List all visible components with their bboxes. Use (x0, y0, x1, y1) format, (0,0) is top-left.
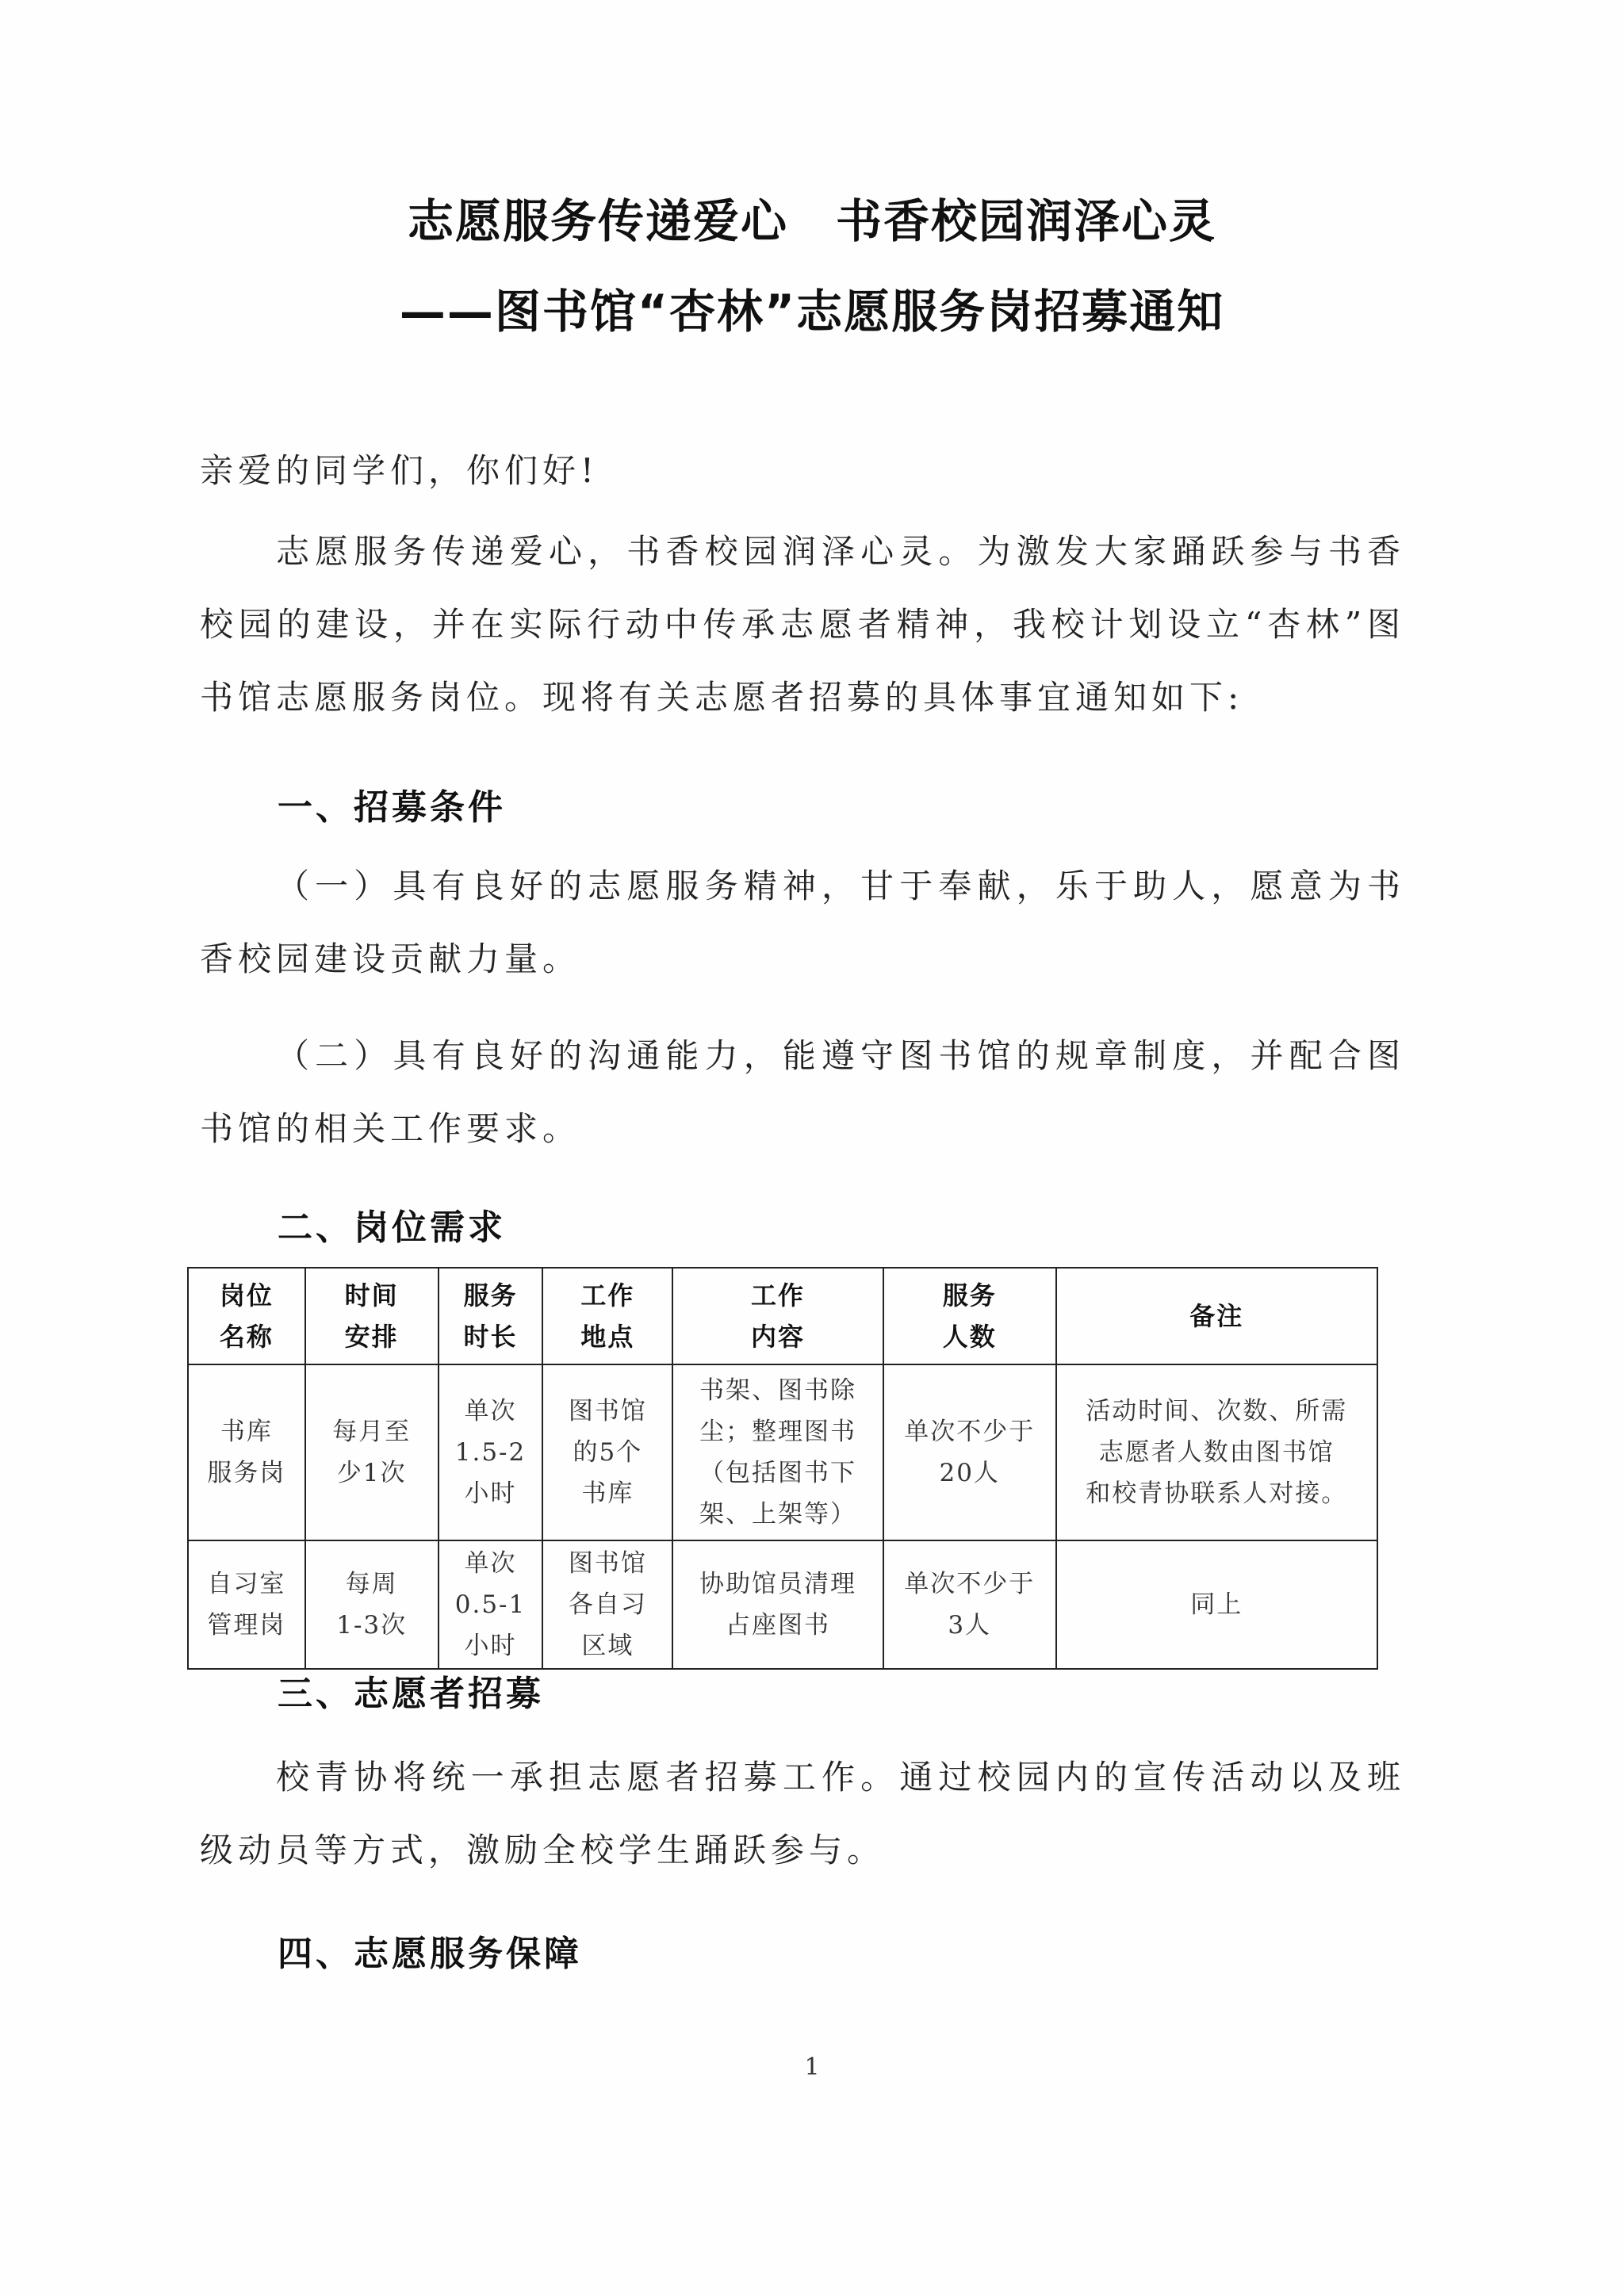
table-header-cell (883, 1268, 1056, 1364)
cell-text: 区域 (581, 1632, 634, 1660)
cell-text: 服务岗 (207, 1459, 286, 1487)
table-header-cell (1056, 1268, 1377, 1364)
table-row (188, 1540, 1377, 1669)
table-header-cell (542, 1268, 672, 1364)
cell-text: 活动时间、次数、所需 (1086, 1397, 1348, 1425)
title-line-1: 志愿服务传递爱心 书香校园润泽心灵 (407, 194, 1216, 248)
table-header-cell (305, 1268, 439, 1364)
cell-text: 每周 (345, 1570, 398, 1598)
header-text: 内容 (751, 1322, 806, 1352)
table-cell (439, 1364, 543, 1540)
cell-text: 同上 (1190, 1590, 1243, 1619)
table-cell (439, 1540, 543, 1669)
cell-text: 0.5-1 (454, 1590, 527, 1619)
greeting: 亲爱的同学们，你们好! (200, 451, 599, 490)
condition-item-1: （一）具有良好的志愿服务精神，甘于奉献，乐于助人，愿意为书香校园建设贡献力量。 (200, 867, 1405, 978)
recruitment-paragraph: 校青协将统一承担志愿者招募工作。通过校园内的宣传活动以及班级动员等方式，激励全校学生踊跃参与。 (200, 1758, 1405, 1869)
cell-text: 图书馆 (568, 1549, 647, 1578)
table-header-cell (672, 1268, 883, 1364)
header-text: 岗位 (219, 1280, 274, 1311)
positions-table (187, 1267, 1378, 1670)
table-row (188, 1364, 1377, 1540)
cell-text: 图书馆 (568, 1397, 647, 1425)
table-cell (672, 1364, 883, 1540)
table-header-cell (439, 1268, 543, 1364)
table-header-cell (188, 1268, 305, 1364)
table-cell (883, 1364, 1056, 1540)
page-number: 1 (804, 2053, 820, 2081)
header-text: 工作 (580, 1280, 635, 1311)
header-text: 名称 (219, 1322, 274, 1352)
cell-text: 占座图书 (726, 1611, 831, 1640)
cell-text: 架、上架等） (699, 1500, 857, 1529)
title-line-2: ——图书馆“杏林”志愿服务岗招募通知 (399, 285, 1225, 339)
table-cell (883, 1540, 1056, 1669)
cell-text: 志愿者人数由图书馆 (1098, 1438, 1335, 1467)
cell-text: 自习室 (207, 1570, 286, 1598)
table-cell (672, 1540, 883, 1669)
header-text: 备注 (1189, 1301, 1244, 1331)
cell-text: （包括图书下 (699, 1459, 857, 1487)
cell-text: 单次不少于 (904, 1418, 1036, 1446)
section-heading-recruitment: 三、志愿者招募 (278, 1674, 544, 1714)
table-cell (188, 1364, 305, 1540)
table-body (188, 1364, 1377, 1669)
header-text: 时长 (463, 1322, 518, 1352)
header-text: 地点 (580, 1322, 635, 1352)
table-header-row (188, 1268, 1377, 1364)
table-cell (305, 1540, 439, 1669)
header-text: 安排 (344, 1322, 399, 1352)
cell-text: 少1次 (336, 1459, 407, 1487)
table-cell (1056, 1364, 1377, 1540)
header-text: 服务 (463, 1280, 518, 1311)
cell-text: 20人 (939, 1459, 1000, 1487)
cell-text: 小时 (464, 1479, 517, 1508)
cell-text: 每月至 (332, 1418, 412, 1446)
cell-text: 书架、图书除 (699, 1376, 857, 1405)
cell-text: 单次 (464, 1549, 517, 1578)
intro-paragraph: 志愿服务传递爱心，书香校园润泽心灵。为激发大家踊跃参与书香校园的建设，并在实际行动中传承志愿者精神，我校计划设立“杏林”图书馆志愿服务岗位。现将有关志愿者招募的具体事宜通知如下: (200, 532, 1405, 717)
header-text: 时间 (344, 1280, 399, 1311)
cell-text: 的5个 (573, 1438, 643, 1467)
header-text: 服务 (942, 1280, 997, 1311)
cell-text: 书库 (581, 1479, 634, 1508)
section-heading-guarantee: 四、志愿服务保障 (278, 1934, 582, 1974)
table-cell (1056, 1540, 1377, 1669)
header-text: 人数 (942, 1322, 997, 1352)
cell-text: 尘；整理图书 (699, 1418, 857, 1446)
table-cell (542, 1364, 672, 1540)
header-text: 工作 (751, 1280, 806, 1311)
cell-text: 单次 (464, 1397, 517, 1425)
cell-text: 1.5-2 (454, 1438, 527, 1467)
condition-item-2: （二）具有良好的沟通能力，能遵守图书馆的规章制度，并配合图书馆的相关工作要求。 (200, 1036, 1405, 1148)
section-heading-conditions: 一、招募条件 (278, 787, 506, 828)
cell-text: 管理岗 (207, 1611, 286, 1640)
section-heading-positions: 二、岗位需求 (278, 1207, 506, 1248)
cell-text: 协助馆员清理 (699, 1570, 857, 1598)
table-cell (542, 1540, 672, 1669)
cell-text: 小时 (464, 1632, 517, 1660)
cell-text: 1-3次 (336, 1611, 408, 1640)
cell-text: 各自习 (568, 1590, 647, 1619)
table-cell (305, 1364, 439, 1540)
table-cell (188, 1540, 305, 1669)
cell-text: 单次不少于 (904, 1570, 1036, 1598)
cell-text: 书库 (220, 1418, 273, 1446)
cell-text: 和校青协联系人对接。 (1086, 1479, 1348, 1508)
cell-text: 3人 (948, 1611, 992, 1640)
